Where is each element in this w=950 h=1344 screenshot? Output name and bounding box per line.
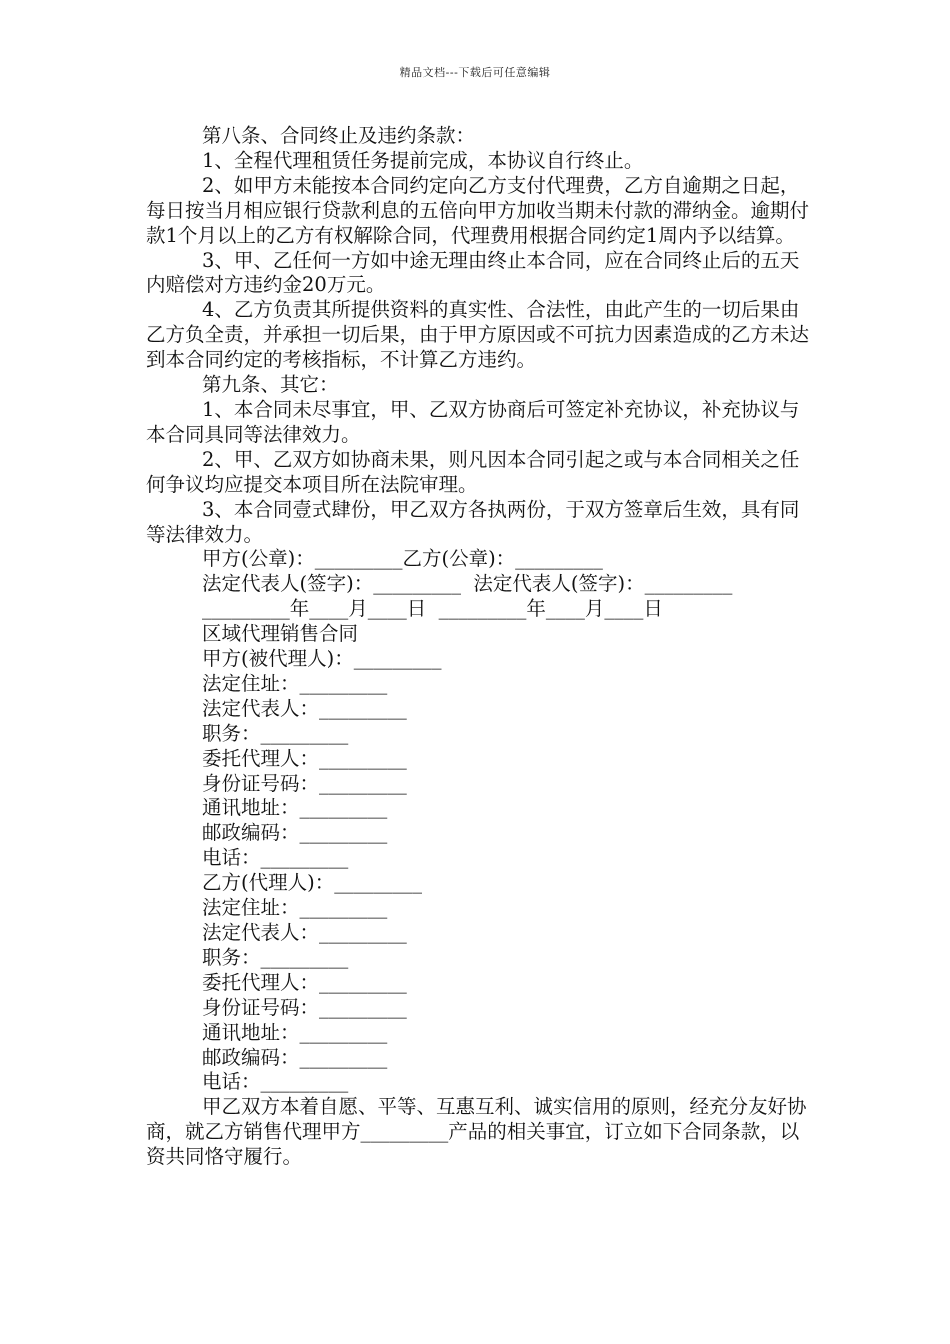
party-a-phone: 电话：_________ bbox=[202, 846, 349, 870]
party-b-address: 法定住址：_________ bbox=[202, 896, 388, 920]
document-body bbox=[146, 124, 812, 1170]
section-9-clause-2: 2、甲、乙双方如协商未果，则凡因本合同引起之或与本合同相关之任何争议均应提交本项目所在法院审理。 bbox=[146, 447, 800, 496]
section-8-clause-4: 4、乙方负责其所提供资料的真实性、合法性，由此产生的一切后果由乙方负全责，并承担一切后果，由于甲方原因或不可抗力因素造成的乙方未达到本合同约定的考核指标，不计算乙方违约。 bbox=[146, 298, 810, 372]
section-9-title: 第九条、其它： bbox=[202, 373, 339, 397]
seal-line: 甲方(公章)：_________乙方(公章)：_________ bbox=[202, 547, 603, 571]
party-b-id-number: 身份证号码：_________ bbox=[202, 995, 407, 1019]
contract-title: 区域代理销售合同 bbox=[202, 622, 359, 646]
page-header: 精品文档---下载后可任意编辑 bbox=[399, 66, 551, 79]
date-line: _________年____月____日 _________年____月____日 bbox=[202, 597, 663, 621]
party-a-legal-rep: 法定代表人：_________ bbox=[202, 696, 407, 720]
contract-preamble: 甲乙双方本着自愿、平等、互惠互利、诚实信用的原则，经充分友好协商，就乙方销售代理甲方_________产品的相关事宜，订立如下合同条款，以资共同恪守履行。 bbox=[146, 1095, 807, 1169]
section-9-clause-3: 3、本合同壹式肆份，甲乙双方各执两份，于双方签章后生效，具有同等法律效力。 bbox=[146, 497, 800, 546]
legal-rep-signature-line: 法定代表人(签字)：_________ 法定代表人(签字)：_________ bbox=[202, 572, 733, 596]
party-b-name: 乙方(代理人)：_________ bbox=[202, 871, 422, 895]
party-b-phone: 电话：_________ bbox=[202, 1070, 349, 1094]
party-a-mail-address: 通讯地址：_________ bbox=[202, 796, 388, 820]
party-a-id-number: 身份证号码：_________ bbox=[202, 771, 407, 795]
section-8-clause-3: 3、甲、乙任何一方如中途无理由终止本合同，应在合同终止后的五天内赔偿对方违约金20万元。 bbox=[146, 248, 800, 297]
party-a-address: 法定住址：_________ bbox=[202, 671, 388, 695]
section-8-title: 第八条、合同终止及违约条款： bbox=[202, 124, 476, 147]
party-b-position: 职务：_________ bbox=[202, 945, 349, 969]
section-9-clause-1: 1、本合同未尽事宜，甲、乙双方协商后可签定补充协议，补充协议与本合同具同等法律效力。 bbox=[146, 397, 800, 446]
party-b-legal-rep: 法定代表人：_________ bbox=[202, 921, 407, 944]
party-a-postcode: 邮政编码：_________ bbox=[202, 821, 388, 845]
section-8-clause-1: 1、全程代理租赁任务提前完成，本协议自行终止。 bbox=[202, 148, 644, 172]
party-a-agent: 委托代理人：_________ bbox=[202, 746, 407, 770]
party-b-mail-address: 通讯地址：_________ bbox=[202, 1020, 388, 1044]
section-8-clause-2: 2、如甲方未能按本合同约定向乙方支付代理费，乙方自逾期之日起，每日按当月相应银行贷款利息的五倍向甲方加收当期未付款的滞纳金。逾期付款1个月以上的乙方有权解除合同，代理费用根据合同约定1周内予以结算。 bbox=[146, 173, 810, 247]
party-a-position: 职务：_________ bbox=[202, 721, 349, 745]
party-a-name: 甲方(被代理人)：_________ bbox=[202, 647, 442, 671]
party-b-agent: 委托代理人：_________ bbox=[202, 970, 407, 994]
party-b-postcode: 邮政编码：_________ bbox=[202, 1045, 388, 1069]
